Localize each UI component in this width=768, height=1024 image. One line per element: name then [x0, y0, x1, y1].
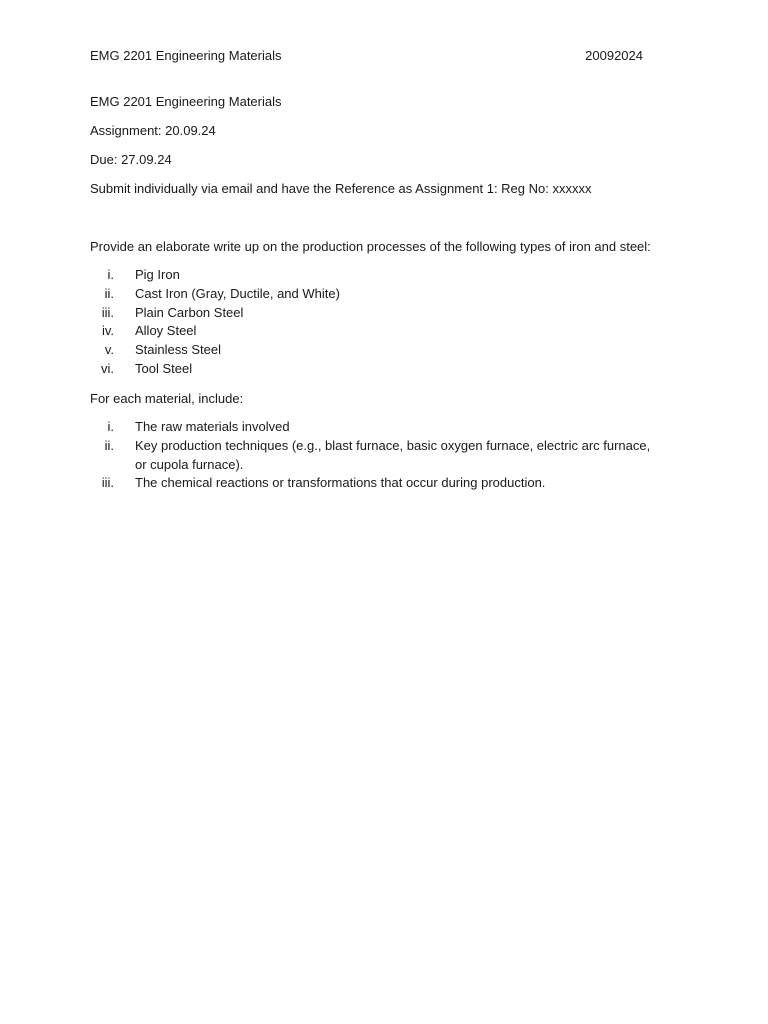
include-intro: For each material, include:	[90, 391, 244, 406]
list-item	[90, 474, 652, 493]
list-item	[90, 285, 660, 304]
list-item-text: The chemical reactions or transformations that occur during production.	[135, 475, 546, 491]
list-item-text: The raw materials involved	[135, 419, 290, 434]
list-item-number: ii.	[104, 285, 114, 301]
course-title: EMG 2201 Engineering Materials	[90, 94, 282, 109]
list-item-number: i.	[107, 419, 114, 434]
include-list	[90, 418, 652, 493]
task-intro: Provide an elaborate write up on the production processes of the following types of iron and steel:	[90, 239, 651, 254]
header-course-title: EMG 2201 Engineering Materials	[90, 48, 282, 63]
list-item-text: Plain Carbon Steel	[135, 304, 244, 320]
list-item	[90, 418, 652, 437]
list-item	[90, 266, 660, 285]
list-item-number: iv.	[101, 323, 114, 339]
list-item	[90, 341, 660, 360]
page-header	[90, 47, 643, 65]
list-item-text: Cast Iron (Gray, Ductile, and White)	[135, 285, 340, 301]
list-item	[90, 322, 660, 341]
list-item-number: ii.	[104, 437, 114, 453]
header-date-code: 20092024	[585, 48, 643, 63]
list-item	[90, 304, 660, 323]
list-item-number: v.	[104, 342, 114, 358]
list-item-text: Alloy Steel	[135, 323, 197, 339]
materials-list	[90, 266, 660, 379]
list-item-number: iii.	[101, 304, 114, 320]
assignment-date: Assignment: 20.09.24	[90, 123, 216, 138]
list-item-number: iii.	[101, 475, 114, 491]
list-item	[90, 437, 652, 475]
list-item-text: Stainless Steel	[135, 342, 221, 358]
list-item	[90, 360, 660, 379]
submission-instructions: Submit individually via email and have the Reference as Assignment 1: Reg No: xxxxxx	[90, 181, 592, 196]
list-item-text: Key production techniques (e.g., blast furnace, basic oxygen furnace, electric arc furnace, or cupola furnace).	[135, 437, 651, 472]
list-item-text: Pig Iron	[135, 267, 180, 282]
list-item-number: i.	[107, 267, 114, 282]
list-item-text: Tool Steel	[135, 360, 193, 376]
list-item-number: vi.	[101, 360, 114, 376]
due-date: Due: 27.09.24	[90, 152, 172, 167]
